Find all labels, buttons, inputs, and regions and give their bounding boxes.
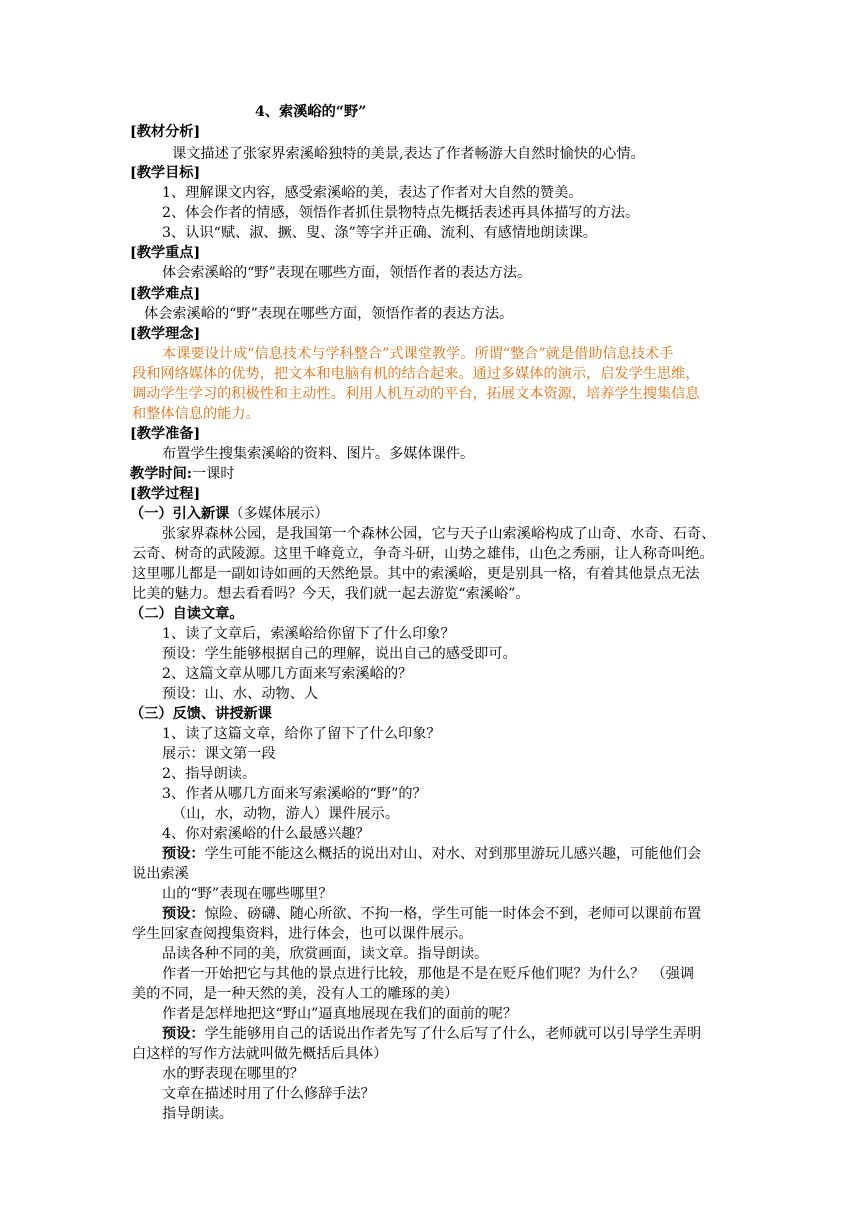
part1-heading-line	[130, 504, 329, 524]
key-text: 体会索溪峪的“野”表现在哪些方面，领悟作者的表达方法。	[162, 265, 532, 281]
part2-line: 预设：学生能够根据自己的理解，说出自己的感受即可。	[162, 646, 517, 662]
goal-item: 3、认识“赋、淑、撅、叟、涤”等字并正确、流利、有感情地朗读课。	[162, 225, 597, 241]
goal-item: 1、理解课文内容，感受索溪峪的美，表达了作者对大自然的赞美。	[162, 185, 583, 201]
analysis-text: 课文描述了张家界索溪峪独特的美景,表达了作者畅游大自然时愉快的心情。	[172, 146, 645, 162]
part3-line: 3、作者从哪几方面来写索溪峪的“野”的？	[162, 786, 427, 802]
prep-heading: [教学准备]	[130, 426, 201, 442]
time-label: 教学时间:	[130, 466, 192, 482]
preset-text: 学生能够用自己的话说出作者先写了什么后写了什么，老师就可以引导学生弄明	[204, 1026, 702, 1042]
preset-2	[162, 904, 701, 924]
part2-line: 2、这篇文章从哪几方面来写索溪峪的？	[162, 666, 413, 682]
part1-line: 云奇、树奇的武陵源。这里千峰竟立，争奇斗研，山势之雄伟，山色之秀丽，让人称奇叫绝。	[132, 546, 714, 562]
difficult-heading: [教学难点]	[130, 286, 201, 302]
preset-label: 预设：	[162, 906, 205, 922]
preset-1	[162, 844, 701, 864]
time-value: 一课时	[192, 466, 235, 482]
preset-1-cont: 山的“野”表现在哪些哪里？	[162, 886, 333, 902]
prep-text: 布置学生搜集索溪峪的资料、图片。多媒体课件。	[162, 446, 475, 462]
part3-line: （山，水，动物，游人）课件展示。	[172, 806, 400, 822]
concept-heading: [教学理念]	[130, 326, 201, 342]
part2-line: 1、读了文章后，索溪峪给你留下了什么印象？	[162, 626, 455, 642]
preset-label: 预设：	[162, 1026, 205, 1042]
preset-1-cont: 说出索溪	[132, 866, 189, 882]
part2-line: 预设：山、水、动物、人	[162, 686, 319, 702]
part3-line: 2、指导朗读。	[162, 766, 257, 782]
body-line: 作者是怎样地把这“野山”逼真地展现在我们的面前的呢？	[162, 1006, 518, 1022]
part1-line: 张家界森林公园，是我国第一个森林公园，它与天子山索溪峪构成了山奇、水奇、石奇、	[162, 526, 716, 542]
part3-line: 4、你对索溪峪的什么最感兴趣？	[162, 826, 370, 842]
body-line: 品读各种不同的美，欣赏画面，读文章。指导朗读。	[162, 946, 489, 962]
preset-2-cont: 学生回家查阅搜集资料，进行体会，也可以课件展示。	[132, 926, 473, 942]
body-line: 作者一开始把它与其他的景点进行比较，那他是不是在贬斥他们呢？为什么？ （强调	[162, 966, 695, 982]
concept-line: 本课要设计成“信息技术与学科整合”式课堂教学。所谓“整合”就是借助信息技术手	[162, 346, 674, 362]
part3-heading: （三）反馈、讲授新课	[130, 706, 272, 722]
goals-heading: [教学目标]	[130, 165, 201, 181]
difficult-text: 体会索溪峪的“野”表现在哪些方面，领悟作者的表达方法。	[144, 306, 514, 322]
teaching-time	[130, 464, 235, 484]
body-line: 文章在描述时用了什么修辞手法？	[162, 1086, 375, 1102]
preset-text: 学生可能不能这么概括的说出对山、对水、对到那里游玩儿感兴趣，可能他们会	[204, 846, 702, 862]
part3-line: 1、读了这篇文章，给你了留下了什么印象？	[162, 726, 441, 742]
preset-3-cont: 白这样的写作方法就叫做先概括后具体）	[132, 1046, 388, 1062]
document-title: 4、索溪峪的“野”	[255, 104, 367, 120]
part1-line: 比美的魅力。想去看看吗？今天，我们就一起去游览“索溪峪”。	[132, 586, 530, 602]
key-heading: [教学重点]	[130, 245, 201, 261]
preset-text: 惊险、磅礴、随心所欲、不拘一格，学生可能一时体会不到，老师可以课前布置	[204, 906, 702, 922]
body-line: 水的野表现在哪里的？	[162, 1066, 304, 1082]
preset-3	[162, 1024, 701, 1044]
part1-line: 这里哪儿都是一副如诗如画的天然绝景。其中的索溪峪，更是别具一格，有着其他景点无法	[132, 566, 700, 582]
concept-line: 和整体信息的能力。	[132, 406, 260, 422]
part3-line: 展示：课文第一段	[162, 746, 276, 762]
part1-note: （多媒体展示）	[229, 506, 329, 522]
body-line: 指导朗读。	[162, 1106, 233, 1122]
body-line: 美的不同，是一种天然的美，没有人工的雕琢的美）	[132, 986, 459, 1002]
part2-heading: （二）自读文章。	[130, 606, 244, 622]
goal-item: 2、体会作者的情感，领悟作者抓住景物特点先概括表述再具体描写的方法。	[162, 205, 640, 221]
preset-label: 预设：	[162, 846, 205, 862]
concept-line: 调动学生学习的积极性和主动性。利用人机互动的平台，拓展文本资源，培养学生搜集信息	[132, 386, 700, 402]
concept-line: 段和网络媒体的优势，把文本和电脑有机的结合起来。通过多媒体的演示，启发学生思维，	[132, 366, 700, 382]
analysis-heading: [教材分析]	[130, 124, 201, 140]
part1-heading: （一）引入新课	[130, 506, 230, 522]
process-heading: [教学过程]	[130, 486, 201, 502]
